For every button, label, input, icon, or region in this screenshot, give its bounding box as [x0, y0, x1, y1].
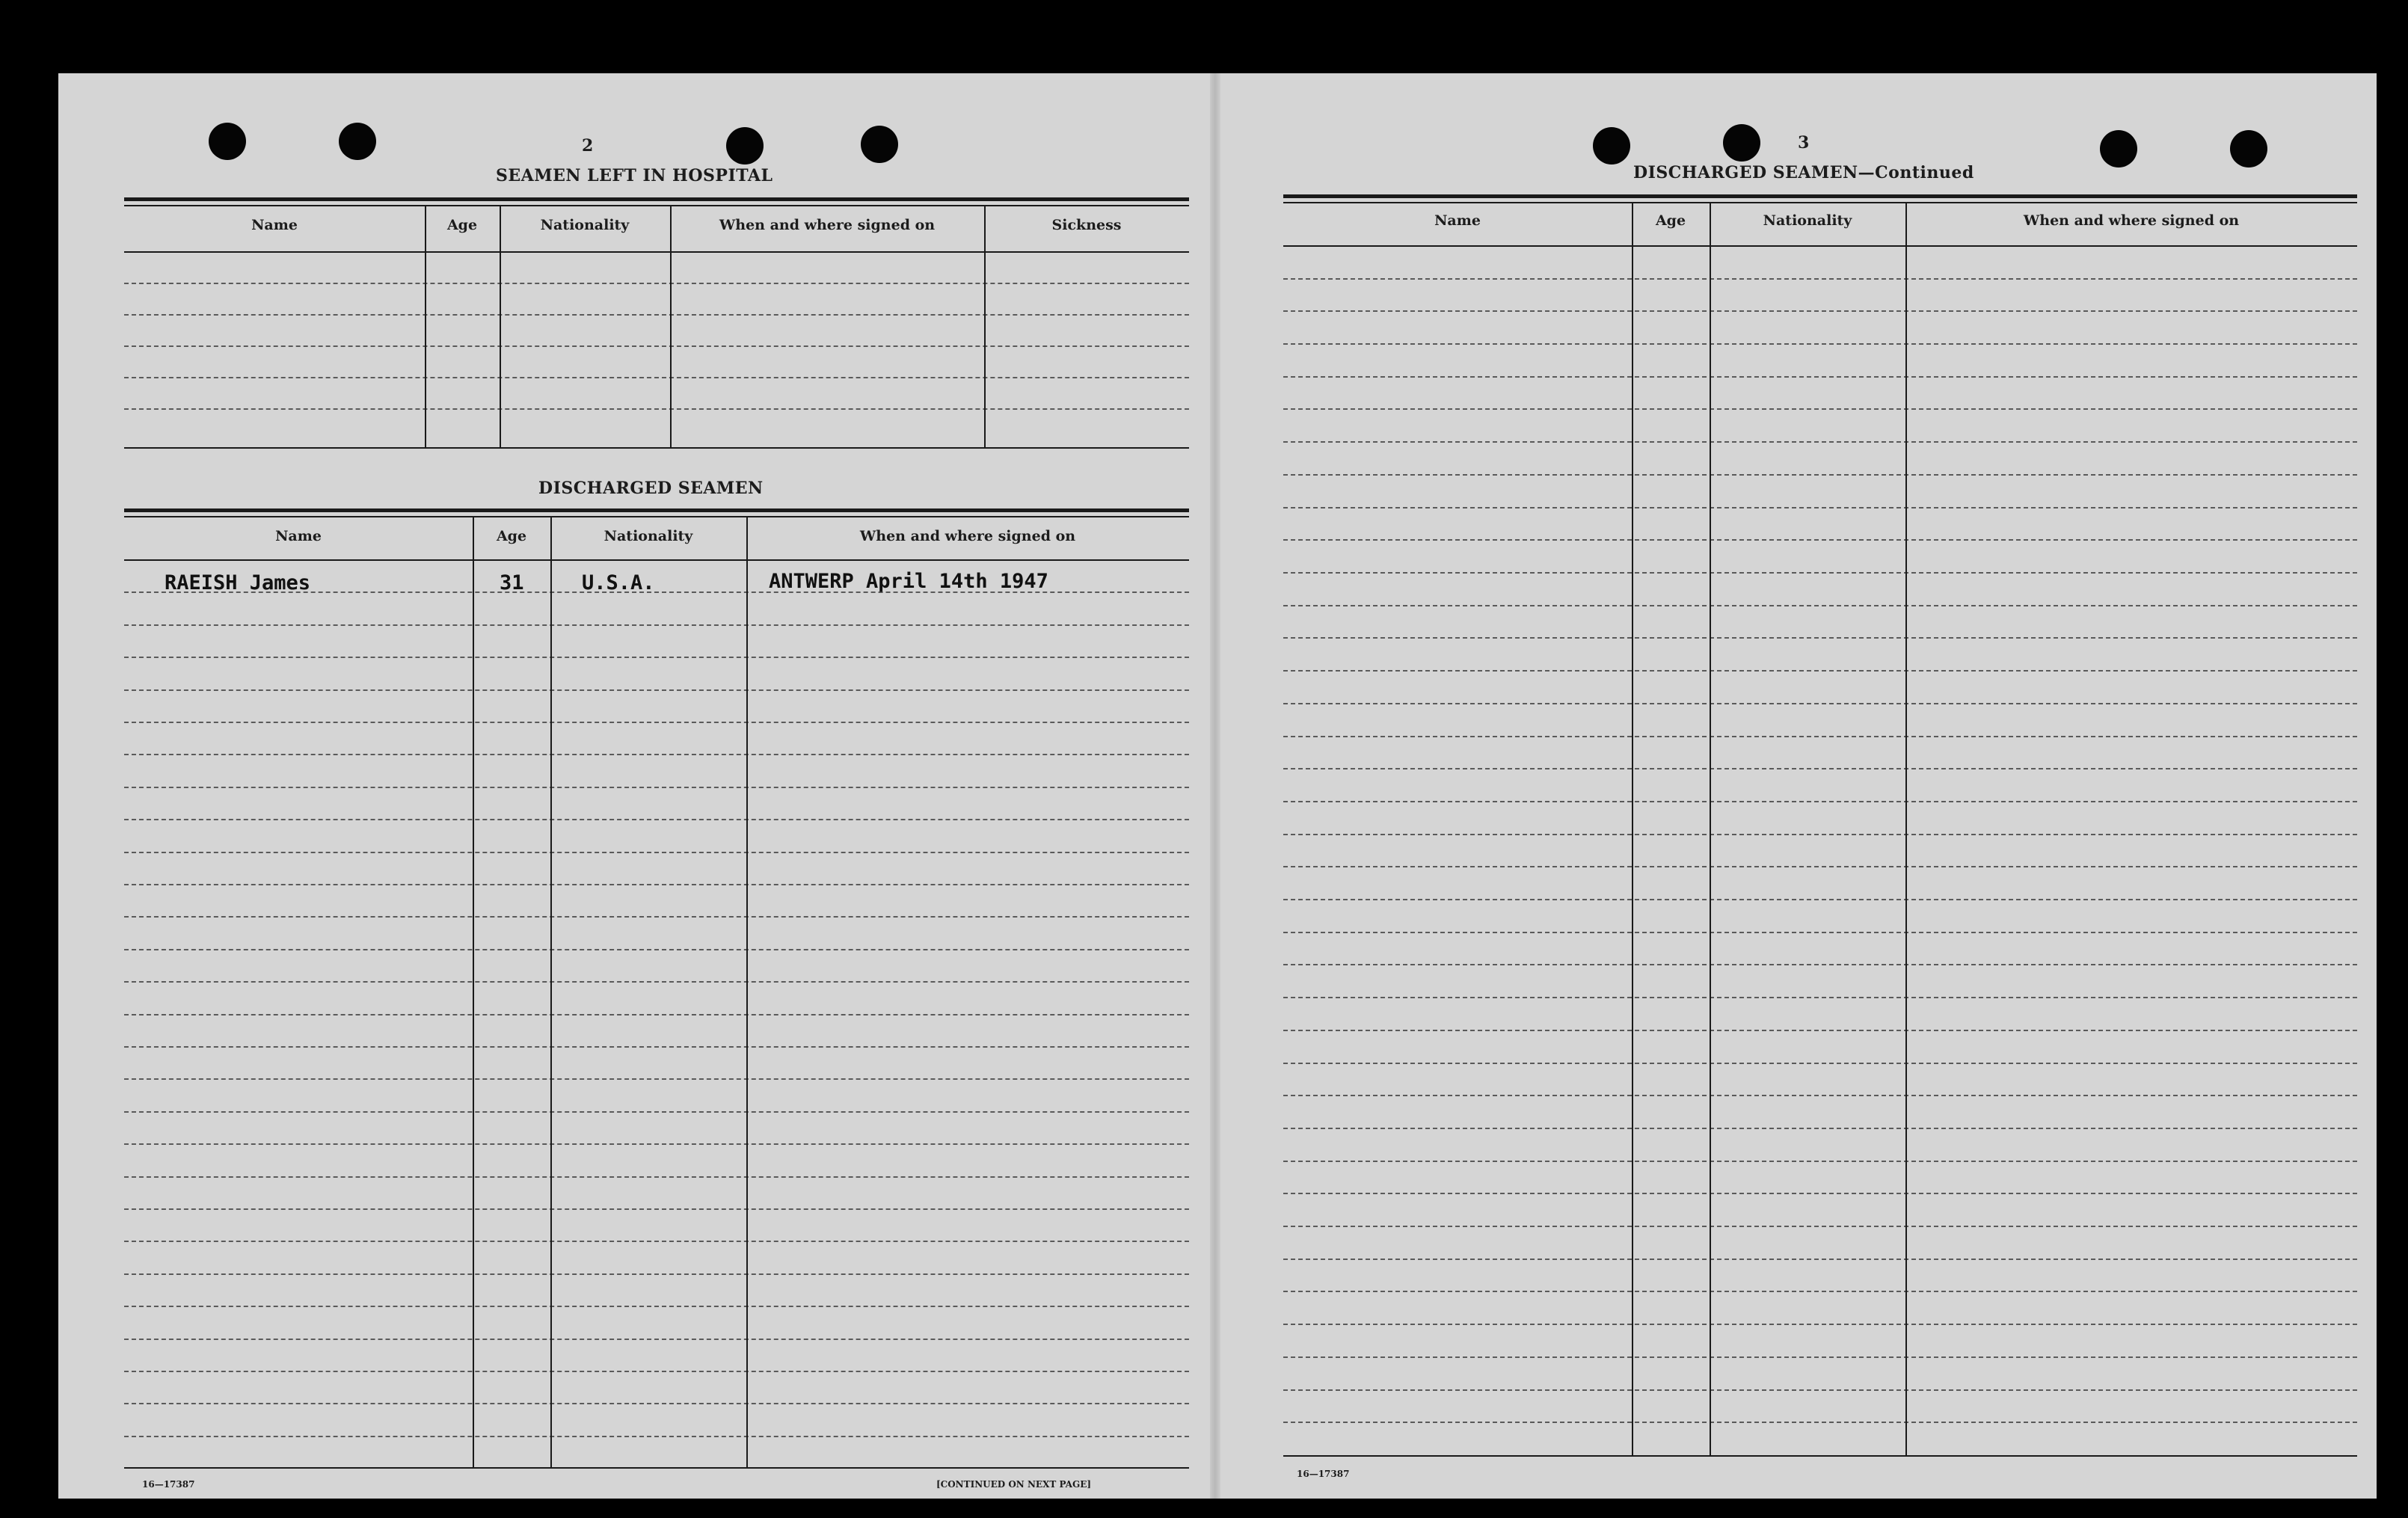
row-line	[1283, 1161, 2357, 1162]
seaman-name: RAEISH James	[165, 571, 311, 594]
column-divider	[473, 516, 474, 1467]
col-header-age: Age	[1655, 212, 1686, 229]
form-number: 16—17387	[142, 1479, 195, 1490]
row-line	[1283, 1259, 2357, 1260]
discharged-section-title: DISCHARGED SEAMEN	[538, 479, 764, 498]
rule	[1283, 1455, 2357, 1457]
document-sheet	[58, 73, 2377, 1499]
col-header-age: Age	[446, 217, 478, 233]
rule	[124, 559, 1189, 561]
row-line	[1283, 1128, 2357, 1129]
row-line	[1283, 670, 2357, 672]
rule	[1283, 245, 2357, 247]
row-line	[124, 657, 1189, 658]
row-line	[1283, 507, 2357, 508]
form-number: 16—17387	[1297, 1469, 1350, 1479]
row-line	[1283, 768, 2357, 769]
row-line	[1283, 637, 2357, 639]
row-line	[124, 624, 1189, 626]
row-line	[124, 345, 1189, 347]
row-line	[1283, 1226, 2357, 1227]
row-line	[124, 884, 1189, 885]
row-line	[124, 1014, 1189, 1015]
row-line	[1283, 605, 2357, 606]
col-header-sickness: Sickness	[1051, 217, 1122, 233]
row-line	[1283, 1291, 2357, 1292]
row-line	[1283, 899, 2357, 900]
page-number: 2	[582, 136, 594, 156]
row-line	[124, 1111, 1189, 1113]
row-line	[124, 981, 1189, 983]
rule	[124, 1467, 1189, 1469]
row-line	[1283, 1193, 2357, 1194]
row-line	[124, 1046, 1189, 1048]
rule	[124, 516, 1189, 517]
row-line	[1283, 408, 2357, 410]
rule	[1283, 194, 2357, 198]
left-page	[58, 73, 1210, 1499]
page-number: 3	[1798, 133, 1810, 153]
row-line	[124, 283, 1189, 284]
col-header-nationality: Nationality	[1763, 212, 1852, 229]
col-header-signed-on: When and where signed on	[719, 217, 936, 233]
col-header-name: Name	[275, 528, 322, 544]
rule	[1283, 202, 2357, 203]
row-line	[124, 819, 1189, 820]
row-line	[124, 377, 1189, 378]
row-line	[1283, 834, 2357, 835]
row-line	[1283, 1324, 2357, 1325]
row-line	[1283, 1030, 2357, 1031]
row-line	[124, 1436, 1189, 1437]
col-header-nationality: Nationality	[603, 528, 693, 544]
rule	[124, 508, 1189, 512]
right-page	[1220, 73, 2377, 1499]
column-divider	[500, 205, 501, 449]
column-divider	[984, 205, 986, 449]
row-line	[1283, 310, 2357, 312]
rule	[124, 447, 1189, 449]
row-line	[124, 314, 1189, 316]
row-line	[1283, 932, 2357, 933]
row-line	[124, 722, 1189, 723]
seaman-signed-on: ANTWERP April 14th 1947	[769, 570, 1048, 593]
col-header-name: Name	[251, 217, 298, 233]
row-line	[1283, 866, 2357, 867]
row-line	[1283, 441, 2357, 443]
row-line	[124, 1143, 1189, 1145]
row-line	[124, 1371, 1189, 1372]
row-line	[124, 1339, 1189, 1340]
row-line	[1283, 1063, 2357, 1064]
row-line	[1283, 964, 2357, 965]
continued-note: [CONTINUED ON NEXT PAGE]	[936, 1479, 1092, 1490]
column-divider	[550, 516, 552, 1467]
row-line	[124, 1403, 1189, 1404]
rule	[124, 205, 1189, 206]
rule	[124, 251, 1189, 253]
row-line	[1283, 997, 2357, 998]
row-line	[124, 852, 1189, 853]
row-line	[124, 1078, 1189, 1080]
column-divider	[1905, 202, 1907, 1455]
row-line	[1283, 1389, 2357, 1391]
row-line	[1283, 1356, 2357, 1358]
row-line	[1283, 376, 2357, 378]
col-header-signed-on: When and where signed on	[859, 528, 1076, 544]
column-divider	[746, 516, 748, 1467]
row-line	[124, 949, 1189, 950]
row-line	[1283, 1422, 2357, 1423]
seaman-nationality: U.S.A.	[582, 571, 655, 594]
row-line	[124, 408, 1189, 410]
column-divider	[425, 205, 426, 449]
discharged-continued-title: DISCHARGED SEAMEN—Continued	[1633, 163, 1974, 182]
row-line	[124, 689, 1189, 691]
row-line	[1283, 474, 2357, 476]
col-header-age: Age	[496, 528, 527, 544]
row-line	[124, 916, 1189, 918]
row-line	[124, 1273, 1189, 1275]
column-divider	[670, 205, 672, 449]
column-divider	[1632, 202, 1633, 1455]
row-line	[1283, 801, 2357, 802]
col-header-nationality: Nationality	[540, 217, 630, 233]
row-line	[1283, 343, 2357, 345]
row-line	[124, 1241, 1189, 1242]
row-line	[1283, 572, 2357, 574]
rule	[124, 197, 1189, 201]
row-line	[124, 787, 1189, 788]
row-line	[124, 1208, 1189, 1210]
row-line	[124, 1306, 1189, 1307]
row-line	[124, 754, 1189, 755]
row-line	[1283, 278, 2357, 280]
page-fold	[1210, 73, 1220, 1499]
row-line	[1283, 1095, 2357, 1096]
row-line	[124, 1176, 1189, 1178]
hospital-section-title: SEAMEN LEFT IN HOSPITAL	[496, 166, 773, 185]
row-line	[1283, 539, 2357, 541]
seaman-age: 31	[500, 571, 524, 594]
column-divider	[1710, 202, 1711, 1455]
row-line	[1283, 703, 2357, 704]
row-line	[1283, 736, 2357, 737]
col-header-signed-on: When and where signed on	[2023, 212, 2240, 229]
col-header-name: Name	[1434, 212, 1481, 229]
